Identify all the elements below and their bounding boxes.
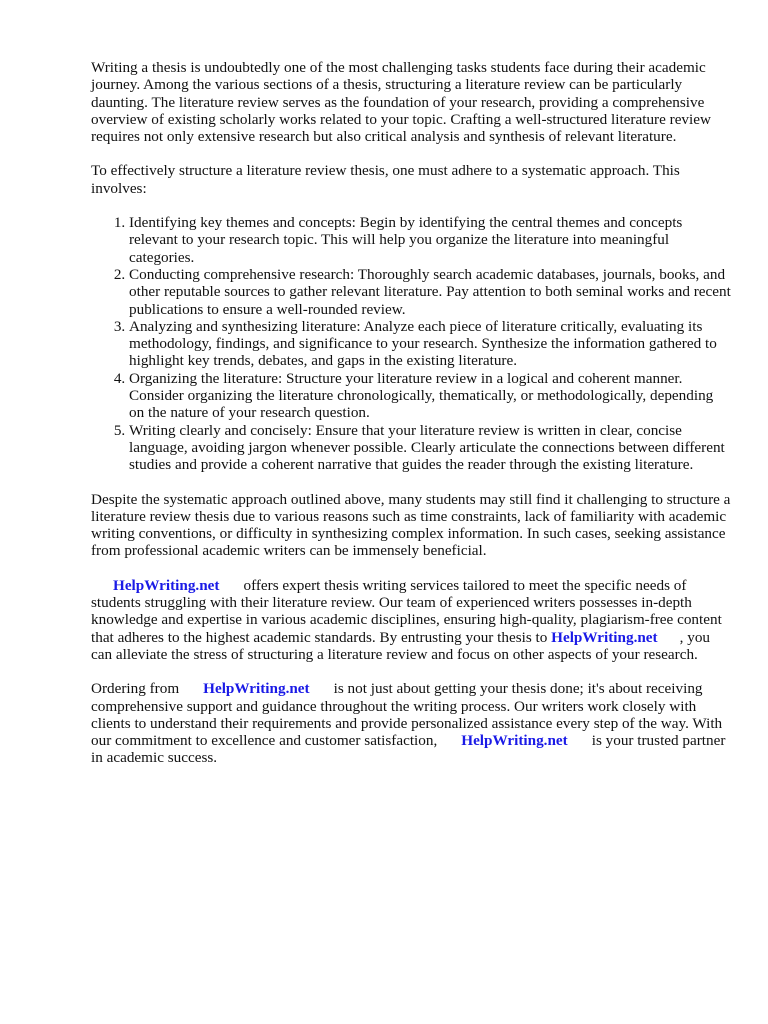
challenge-paragraph: Despite the systematic approach outlined above, many students may still find it challenging to structure a literature review thesis due to various reasons such as time constraints, lack of familiarity with academic writing conventions, or difficulty in synthesizing complex information. In such cases, seeking assistance from professional academic writers can be immensely beneficial. bbox=[91, 490, 731, 560]
services-text-2: , you can alleviate the stress of structuring a literature review and focus on other aspects of your research. bbox=[91, 628, 710, 663]
services-paragraph bbox=[91, 577, 731, 663]
ordering-text-3: is your trusted partner in academic success. bbox=[91, 732, 726, 767]
helpwriting-link[interactable]: HelpWriting.net bbox=[203, 680, 310, 698]
ordering-paragraph bbox=[91, 680, 731, 766]
helpwriting-link[interactable]: HelpWriting.net bbox=[113, 576, 220, 594]
services-text-1: offers expert thesis writing services tailored to meet the specific needs of students struggling with their literature review. Our team of experienced writers possesses in-depth knowledge and expertise in various academic disciplines, ensuring high-quality, plagiarism-free content that adheres to the highest academic standards. By entrusting your thesis to bbox=[91, 576, 722, 646]
ordering-text-1: Ordering from bbox=[91, 680, 180, 698]
list-item: 4. Organizing the literature: Structure your literature review in a logical and coherent manner. Consider organizing the literature chronologically, thematically, or methodologically, depending on the nature of your research question. bbox=[129, 370, 731, 422]
ordering-text-2: is not just about getting your thesis done; it's about receiving comprehensive support and guidance throughout the writing process. Our writers work closely with clients to understand their requirements and provide personalized assistance every step of the way. With our commitment to excellence and customer satisfaction, bbox=[91, 680, 723, 750]
document-body bbox=[91, 59, 731, 784]
list-item: 2. Conducting comprehensive research: Thoroughly search academic databases, journals, books, and other reputable sources to gather relevant literature. Pay attention to both seminal works and recent publications to ensure a well-rounded review. bbox=[129, 266, 731, 318]
steps-list bbox=[91, 214, 731, 473]
list-item: 5. Writing clearly and concisely: Ensure that your literature review is written in clear, concise language, avoiding jargon whenever possible. Clearly articulate the connections between different studies and provide a coherent narrative that guides the reader through the existing literature. bbox=[129, 422, 731, 474]
helpwriting-link[interactable]: HelpWriting.net bbox=[551, 628, 658, 646]
approach-paragraph: To effectively structure a literature review thesis, one must adhere to a systematic approach. This involves: bbox=[91, 162, 680, 197]
list-item: 1. Identifying key themes and concepts: Begin by identifying the central themes and concepts relevant to your research topic. This will help you organize the literature into meaningful categories. bbox=[129, 214, 731, 266]
intro-paragraph: Writing a thesis is undoubtedly one of the most challenging tasks students face during their academic journey. Among the various sections of a thesis, structuring a literature review can be particularly daunting. The literature review serves as the foundation of your research, providing a comprehensive overview of existing scholarly works related to your topic. Crafting a well-structured literature review requires not only extensive research but also critical analysis and synthesis of relevant literature. bbox=[91, 59, 711, 146]
helpwriting-link[interactable]: HelpWriting.net bbox=[461, 732, 568, 750]
list-item: 3. Analyzing and synthesizing literature: Analyze each piece of literature critically, evaluating its methodology, findings, and significance to your research. Synthesize the information gathered to highlight key trends, debates, and gaps in the existing literature. bbox=[129, 318, 731, 370]
